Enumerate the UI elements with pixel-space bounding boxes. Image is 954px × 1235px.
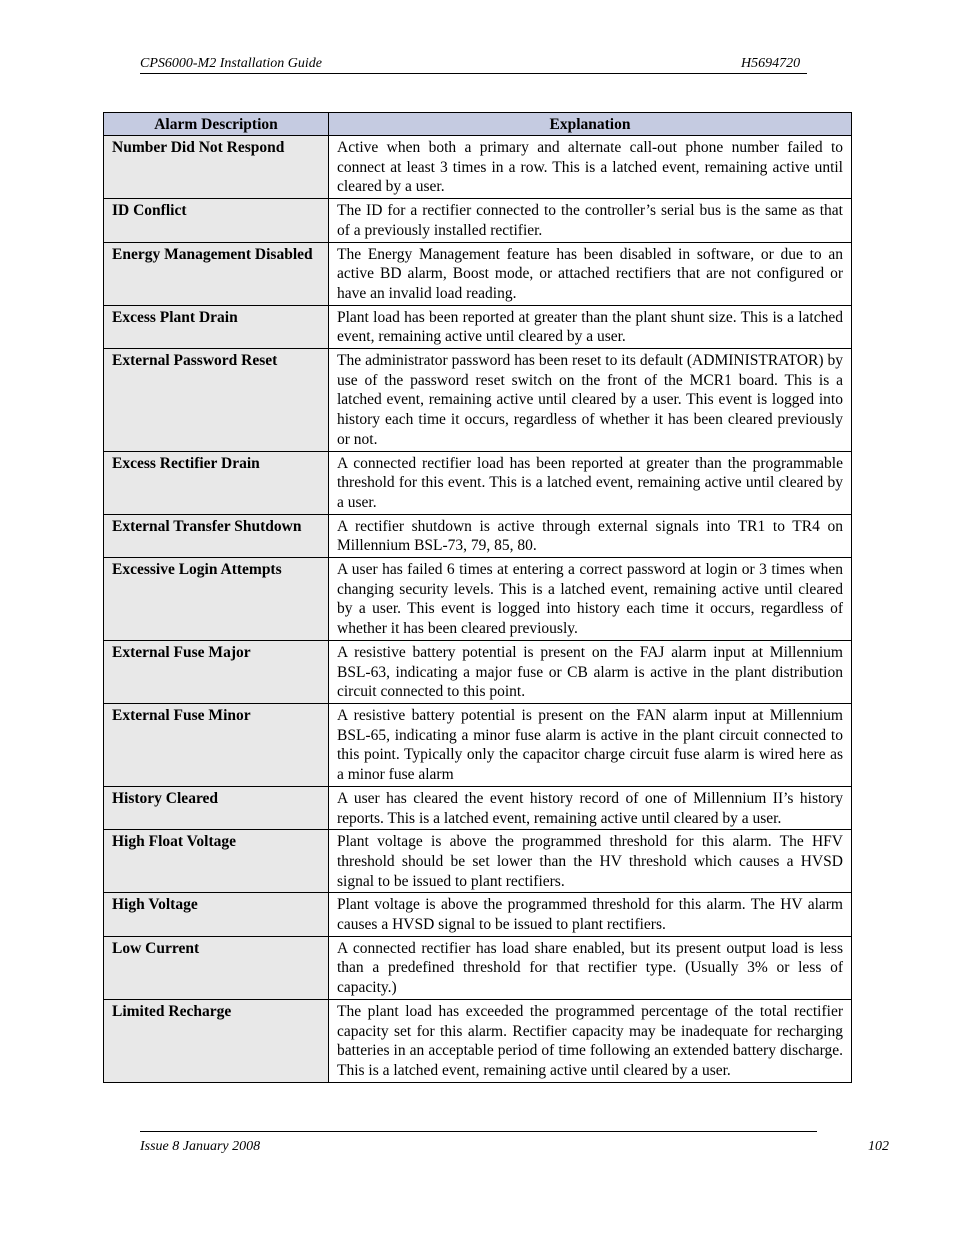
alarm-explanation: A user has failed 6 times at entering a correct password at login or 3 times when changing security levels. This is a latched event, remaining active until cleared by a user. This event is logged into history each time it occurs, regardless of whether it has been cleared previously. (329, 558, 852, 641)
table-row (104, 830, 852, 893)
table-row (104, 136, 852, 199)
table-row (104, 999, 852, 1082)
table-row (104, 451, 852, 514)
alarm-explanation: Active when both a primary and alternate call-out phone number failed to connect at least 3 times in a row. This is a latched event, remaining active until cleared by a user. (329, 136, 852, 199)
alarm-explanation: A rectifier shutdown is active through external signals into TR1 to TR4 on Millennium BSL-73, 79, 85, 80. (329, 514, 852, 557)
alarm-name: External Fuse Minor (104, 703, 329, 786)
alarm-explanation: The ID for a rectifier connected to the controller’s serial bus is the same as that of a previously installed rectifier. (329, 199, 852, 242)
alarm-name: Energy Management Disabled (104, 242, 329, 305)
alarm-explanation: The Energy Management feature has been disabled in software, or due to an active BD alarm, Boost mode, or attached rectifiers that are not configured or have an invalid load reading. (329, 242, 852, 305)
table-row (104, 893, 852, 936)
alarm-name: Excessive Login Attempts (104, 558, 329, 641)
alarm-name: External Password Reset (104, 349, 329, 452)
alarm-explanation: Plant load has been reported at greater than the plant shunt size. This is a latched event, remaining active until cleared by a user. (329, 305, 852, 348)
column-header-explanation: Explanation (329, 113, 852, 136)
alarm-name: ID Conflict (104, 199, 329, 242)
alarm-explanation: A connected rectifier load has been reported at greater than the programmable threshold for this event. This is a latched event, remaining active until cleared by a user. (329, 451, 852, 514)
alarm-explanation: A resistive battery potential is present on the FAJ alarm input at Millennium BSL-63, indicating a major fuse or CB alarm is active in the plant distribution circuit connected to this point. (329, 640, 852, 703)
alarm-explanation: Plant voltage is above the programmed threshold for this alarm. The HV alarm causes a HVSD signal to be issued to plant rectifiers. (329, 893, 852, 936)
alarm-name: High Float Voltage (104, 830, 329, 893)
alarm-explanation: The plant load has exceeded the programmed percentage of the total rectifier capacity set for this alarm. Rectifier capacity may be inadequate for recharging batteries in an acceptable period of time following an extended battery discharge. This is a latched event, remaining active until cleared by a user. (329, 999, 852, 1082)
alarm-name: External Fuse Major (104, 640, 329, 703)
footer-rule (140, 1131, 817, 1132)
table-header-row (104, 113, 852, 136)
alarm-explanation: Plant voltage is above the programmed threshold for this alarm. The HFV threshold should be set lower than the HV threshold which causes a HVSD signal to be issued to plant rectifiers. (329, 830, 852, 893)
table-row (104, 786, 852, 829)
alarm-name: Limited Recharge (104, 999, 329, 1082)
alarm-explanation: A connected rectifier has load share enabled, but its present output load is less than a predefined threshold for that rectifier type. (Usually 3% or less of capacity.) (329, 936, 852, 999)
table-row (104, 349, 852, 452)
table-row (104, 703, 852, 786)
alarm-name: Excess Plant Drain (104, 305, 329, 348)
alarm-explanation: The administrator password has been reset to its default (ADMINISTRATOR) by use of the password reset switch on the front of the MCR1 board. This is a latched event, remaining active until cleared by a user. This event is logged into history each time it occurs, regardless of whether it has been cleared previously or not. (329, 349, 852, 452)
alarm-name: History Cleared (104, 786, 329, 829)
alarm-table (103, 112, 852, 1083)
alarm-explanation: A resistive battery potential is present on the FAN alarm input at Millennium BSL-65, indicating a minor fuse alarm is active in the plant circuit connected to this point. Typically only the capacitor charge circuit fuse alarm is wired here as a minor fuse alarm (329, 703, 852, 786)
alarm-name: Excess Rectifier Drain (104, 451, 329, 514)
alarm-name: External Transfer Shutdown (104, 514, 329, 557)
header-title: CPS6000-M2 Installation Guide (140, 56, 322, 71)
table-row (104, 640, 852, 703)
header-rule (140, 73, 807, 74)
alarm-name: Low Current (104, 936, 329, 999)
alarm-name: Number Did Not Respond (104, 136, 329, 199)
footer-page-number: 102 (868, 1139, 889, 1154)
alarm-name: High Voltage (104, 893, 329, 936)
table-row (104, 936, 852, 999)
table-row (104, 242, 852, 305)
alarm-explanation: A user has cleared the event history record of one of Millennium II’s history reports. This is a latched event, remaining active until cleared by a user. (329, 786, 852, 829)
table-row (104, 305, 852, 348)
column-header-alarm-description: Alarm Description (104, 113, 329, 136)
table-row (104, 514, 852, 557)
table-row (104, 558, 852, 641)
header-doc-number: H5694720 (741, 56, 801, 71)
table-row (104, 199, 852, 242)
footer-issue: Issue 8 January 2008 (140, 1139, 261, 1154)
